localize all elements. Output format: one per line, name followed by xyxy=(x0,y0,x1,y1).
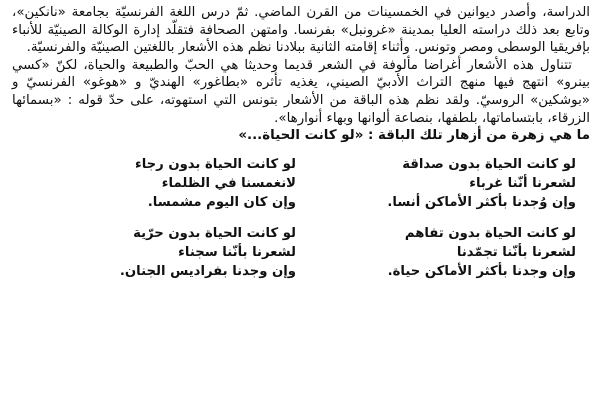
verse-line: لو كانت الحياة بدون حرّية xyxy=(133,225,296,241)
stanza-1 xyxy=(12,155,590,212)
themes-paragraph: تتناول هذه الأشعار أغراضا مألوفة في الشعر قديما وحديثا هي الحبّ والطبيعة والحياة، لكنّ «كسي بينرو» انتهج فيها منهج التراث الأدبيّ الصيني، يغذيه تأثره «بطاغور» الهنديّ و «هوغو» الفرنسيّ و «بوشكين» الروسيّ. ولقد نظم هذه الباقة من الأشعار بتونس التي استهوته، على حدّ قوله : «بسمائها الزرقاء، بابتساماتها، بلطفها، بنصاعة ألوانها وبهاء أنوارها». xyxy=(12,57,590,126)
verse-line: لو كانت الحياة بدون صداقة xyxy=(402,156,576,172)
verse-line: وإن كان اليوم مشمسا. xyxy=(147,194,296,210)
stanza-2 xyxy=(12,224,590,281)
verse-line: وإن وُجدنا بأكثر الأماكن أنسا. xyxy=(387,194,576,210)
verse-line: لانغمسنا في الظلماء xyxy=(161,175,296,191)
stanza-1-left-column xyxy=(12,155,296,212)
question-line: ما هي زهرة من أزهار تلك الباقة : «لو كانت الحياة...» xyxy=(238,128,590,144)
verse-line: لشعرنا أنّنا غرباء xyxy=(469,175,576,191)
stanza-2-left-column xyxy=(12,224,296,281)
stanza-2-right-column xyxy=(306,224,590,281)
verse-line: لو كانت الحياة بدون تفاهم xyxy=(404,225,576,241)
stanza-1-right-column xyxy=(306,155,590,212)
verse-line: وإن وجدنا بفراديس الجنان. xyxy=(119,263,296,279)
verse-line: لشعرنا بأنّنا تجمّدنا xyxy=(456,244,576,260)
verse-line: لشعرنا بأنّنا سجناء xyxy=(178,244,296,260)
poem xyxy=(12,155,590,281)
verse-line: وإن وجدنا بأكثر الأماكن حياة. xyxy=(387,263,576,279)
verse-line: لو كانت الحياة بدون رجاء xyxy=(134,156,296,172)
prose-section xyxy=(12,4,590,127)
intro-paragraph: الدراسة، وأصدر ديوانين في الخمسينات من القرن الماضي. ثمّ درس اللغة الفرنسيّة بجامعة «نانكين»، وتابع بعد ذلك دراسته العليا بمدينة «غرونبل» بفرنسا. وامتهن الصحافة فتقلّد إدارة الوكالة الصينيّة للأنباء بإفريقيا الوسطى ومصر وتونس. وأثناء إقامته الثانية ببلادنا نظم هذه الأشعار باللغتين الصينيّة والفرنسيّة. xyxy=(12,5,590,56)
